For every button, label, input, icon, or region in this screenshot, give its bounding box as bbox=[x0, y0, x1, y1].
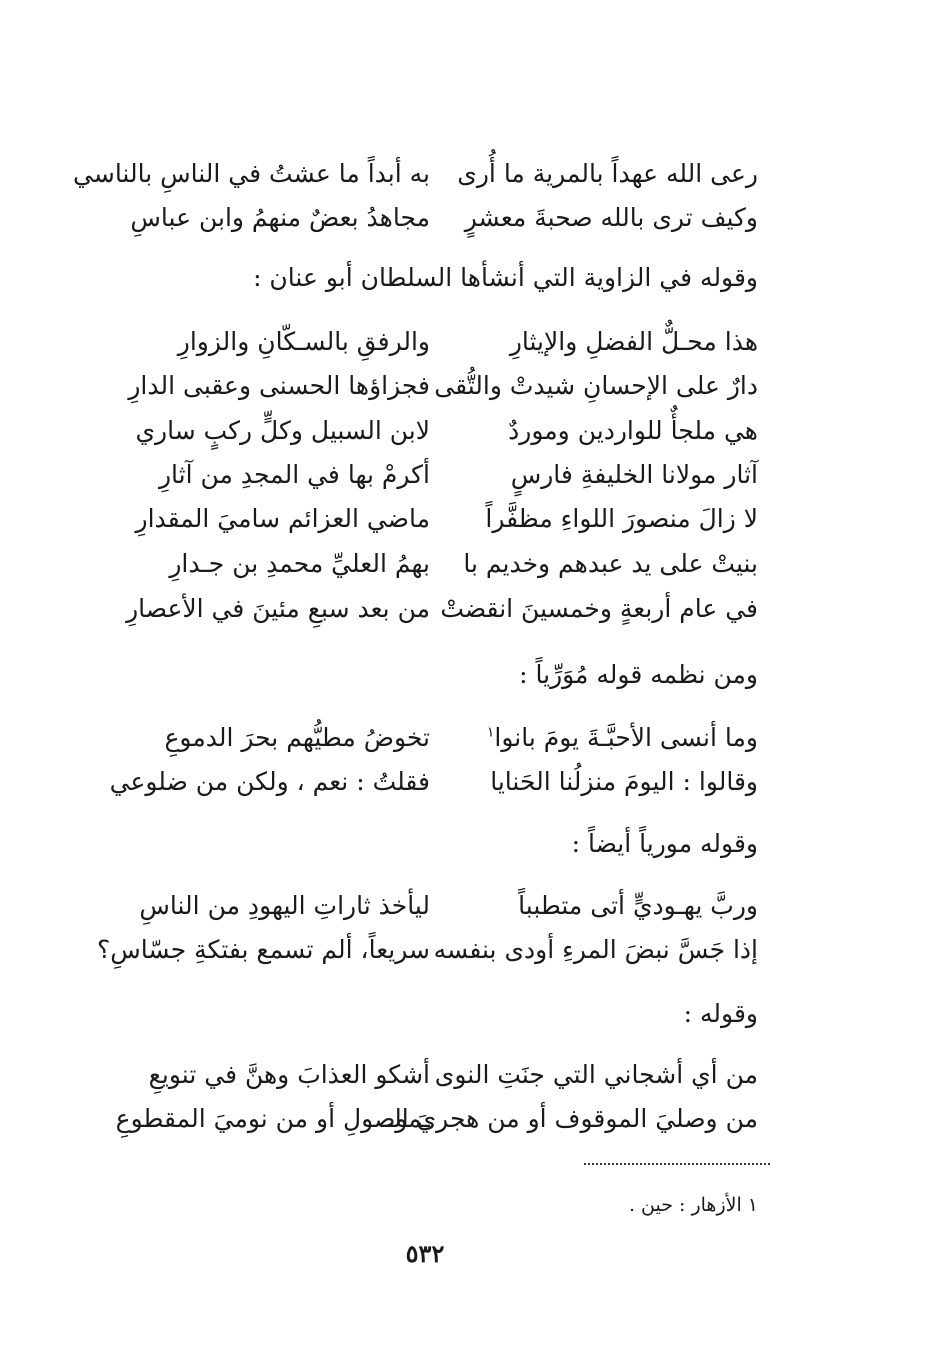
verse-second-hemistich: فقلتُ : نعم ، ولكن من ضلوعي bbox=[109, 767, 430, 796]
verse bbox=[0, 453, 950, 497]
page-number: ٥٣٢ bbox=[405, 1239, 445, 1268]
section-intro: وقوله في الزاوية التي أنشأها السلطان أبو عنان : bbox=[253, 263, 758, 292]
verse bbox=[0, 364, 950, 408]
verse-second-hemistich: أكرمْ بها في المجدِ من آثارِ bbox=[158, 460, 430, 489]
footnote-text: الأزهار : حين . bbox=[628, 1194, 742, 1216]
verse-first-hemistich: وربَّ يهـوديٍّ أتى متطبباً bbox=[518, 891, 758, 920]
verse-first-hemistich: من وصليَ الموقوف أو من هجريَ الـ bbox=[386, 1104, 758, 1133]
verse-first-hemistich: من أي أشجاني التي جنَتِ النوى bbox=[434, 1060, 758, 1089]
section-intro: ومن نظمه قوله مُوَرِّياً : bbox=[519, 660, 758, 689]
section-intro: وقوله مورياً أيضاً : bbox=[571, 829, 758, 858]
verse-first-hemistich: دارٌ على الإحسانِ شيدتْ والتُّقى bbox=[434, 371, 758, 400]
verse-second-hemistich: فجزاؤها الحسنى وعقبى الدارِ bbox=[128, 371, 430, 400]
verse-first-hemistich: هذا محـلٌّ الفضلِ والإيثارِ bbox=[509, 327, 758, 356]
verse bbox=[0, 716, 950, 760]
verse-first-hemistich bbox=[418, 716, 758, 760]
verse-second-hemistich: تخوضُ مطيُّهم بحرَ الدموعِ bbox=[164, 723, 430, 752]
verse-first-hemistich: إذا جَسَّ نبضَ المرءِ أودى بنفسه bbox=[433, 935, 758, 964]
verse-first-hemistich: بنيتْ على يد عبدهم وخديم با bbox=[463, 549, 758, 578]
verse bbox=[0, 587, 950, 631]
verse bbox=[0, 1053, 950, 1097]
verse bbox=[0, 928, 950, 972]
footnote bbox=[358, 1188, 758, 1222]
verse-second-hemistich: به أبداً ما عشتُ في الناسِ بالناسي bbox=[73, 159, 430, 188]
verse-first-hemistich: آثار مولانا الخليفةِ فارسٍ bbox=[510, 460, 758, 489]
verse-first-hemistich: وكيف ترى بالله صحبةَ معشرٍ bbox=[464, 203, 758, 232]
verse-second-hemistich: مجاهدُ بعضٌ منهمُ وابن عباسِ bbox=[130, 203, 430, 232]
verse bbox=[0, 196, 950, 240]
verse-second-hemistich: ـموصولِ أو من نوميَ المقطوعِ bbox=[115, 1104, 430, 1133]
verse bbox=[0, 760, 950, 804]
footnote-number: ١ bbox=[747, 1194, 758, 1216]
verse bbox=[0, 542, 950, 586]
verse-first-hemistich: هي ملجأٌ للواردين وموردٌ bbox=[508, 416, 758, 445]
verse-second-hemistich: ليأخذ ثاراتِ اليهودِ من الناسِ bbox=[139, 891, 430, 920]
verse bbox=[0, 884, 950, 928]
section-intro: وقوله : bbox=[683, 999, 758, 1028]
verse-second-hemistich: لابن السبيل وكلٍّ ركبٍ ساري bbox=[135, 416, 430, 445]
verse-second-hemistich: من بعد سبعِ مئينَ في الأعصارِ bbox=[126, 594, 430, 623]
verse-first-hemistich: لا زالَ منصورَ اللواءِ مظفَّراً bbox=[485, 504, 758, 533]
footnote-marker: ١ bbox=[486, 724, 495, 741]
verse-first-hemistich: رعى الله عهداً بالمرية ما أُرى bbox=[457, 159, 758, 188]
verse bbox=[0, 409, 950, 453]
verse-second-hemistich: بهمُ العليِّ محمدِ بن جـدارِ bbox=[169, 549, 430, 578]
verse-first-hemistich: في عام أربعةٍ وخمسينَ انقضتْ bbox=[440, 594, 758, 623]
verse-text: وما أنسى الأحبَّـةَ يومَ بانوا bbox=[494, 723, 758, 752]
verse bbox=[0, 1097, 950, 1141]
verse-second-hemistich: ماضي العزائم ساميَ المقدارِ bbox=[135, 504, 430, 533]
verse-second-hemistich: والرفقِ بالسـكّانِ والزوارِ bbox=[177, 327, 430, 356]
verse bbox=[0, 320, 950, 364]
verse bbox=[0, 497, 950, 541]
verse-first-hemistich: وقالوا : اليومَ منزلُنا الحَنايا bbox=[490, 767, 758, 796]
footnote-divider bbox=[584, 1163, 770, 1165]
verse-second-hemistich: أشكو العذابَ وهنَّ في تنويعِ bbox=[148, 1060, 430, 1089]
verse bbox=[0, 152, 950, 196]
verse-second-hemistich: سريعاً، ألم تسمع بفتكةِ جسّاسِ؟ bbox=[97, 935, 430, 964]
